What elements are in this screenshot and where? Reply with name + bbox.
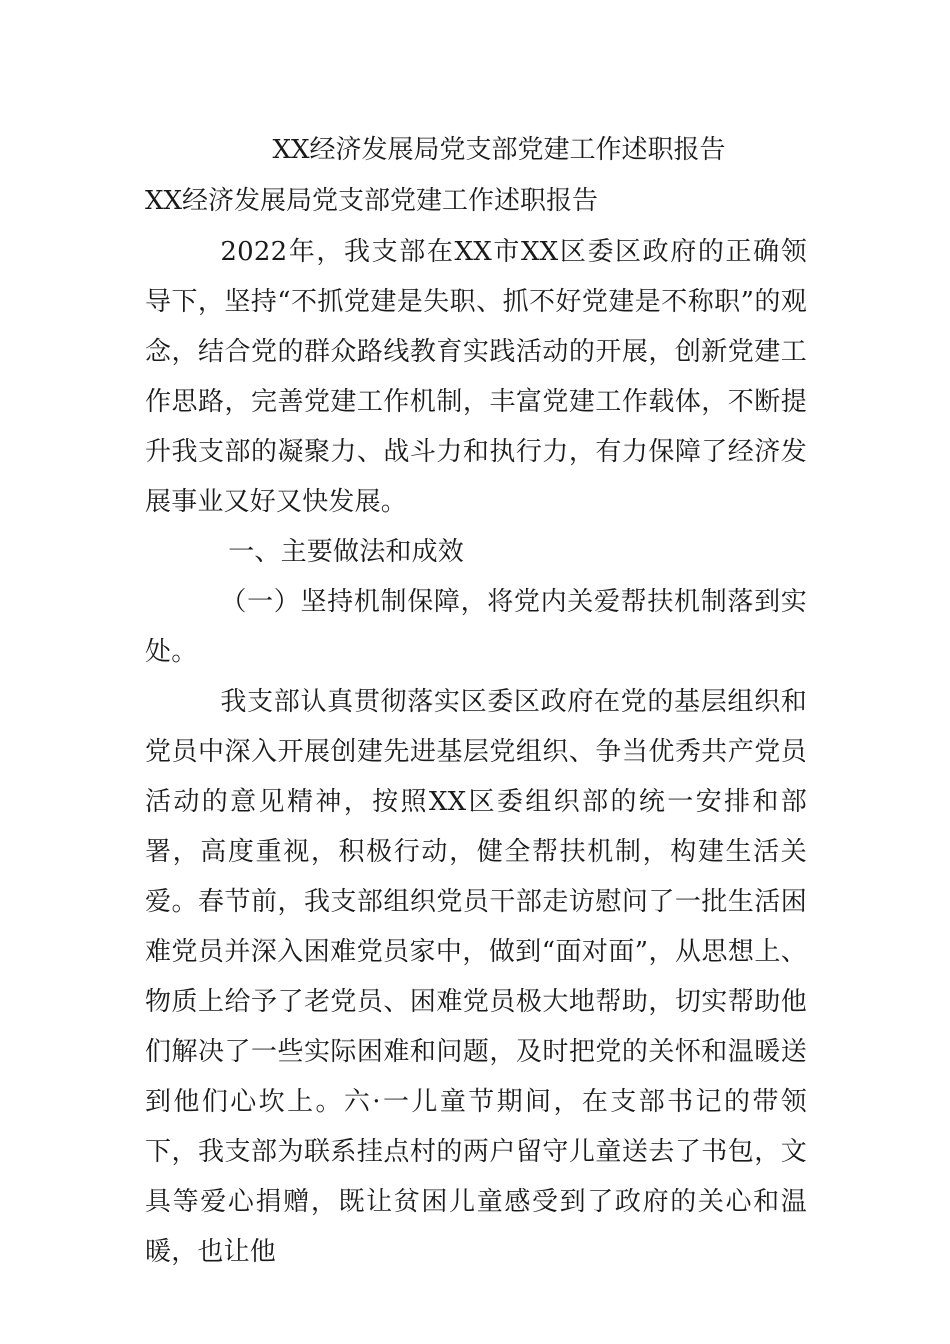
section-heading: 一、主要做法和成效 <box>228 537 464 567</box>
subsection-heading: （一）坚持机制保障，将党内关爱帮扶机制落到实处。 <box>145 587 807 667</box>
body-paragraph: 我支部认真贯彻落实区委区政府在党的基层组织和党员中深入开展创建先进基层党组织、争当优秀共产党员活动的意见精神，按照XX区委组织部的统一安排和部署，高度重视，积极行动，健全帮扶机制，构建生活关爱。春节前，我支部组织党员干部走访慰问了一批生活困难党员并深入困难党员家中，做到“面对面”，从思想上、物质上给予了老党员、困难党员极大地帮助，切实帮助他们解决了一些实际困难和问题，及时把党的关怀和温暖送到他们心坎上。六·一儿童节期间，在支部书记的带领下，我支部为联系挂点村的两户留守儿童送去了书包，文具等爱心捐赠，既让贫困儿童感受到了政府的关心和温暖，也让他 <box>145 687 807 1267</box>
intro-paragraph: 2022年，我支部在XX市XX区委区政府的正确领导下，坚持“不抓党建是失职、抓不好党建是不称职”的观念，结合党的群众路线教育实践活动的开展，创新党建工作思路，完善党建工作机制，丰富党建工作载体，不断提升我支部的凝聚力、战斗力和执行力，有力保障了经济发展事业又好又快发展。 <box>145 237 807 517</box>
document-title: XX经济发展局党支部党建工作述职报告 <box>272 135 726 165</box>
document-body <box>145 227 807 1277</box>
document-subtitle: XX经济发展局党支部党建工作述职报告 <box>145 186 599 216</box>
